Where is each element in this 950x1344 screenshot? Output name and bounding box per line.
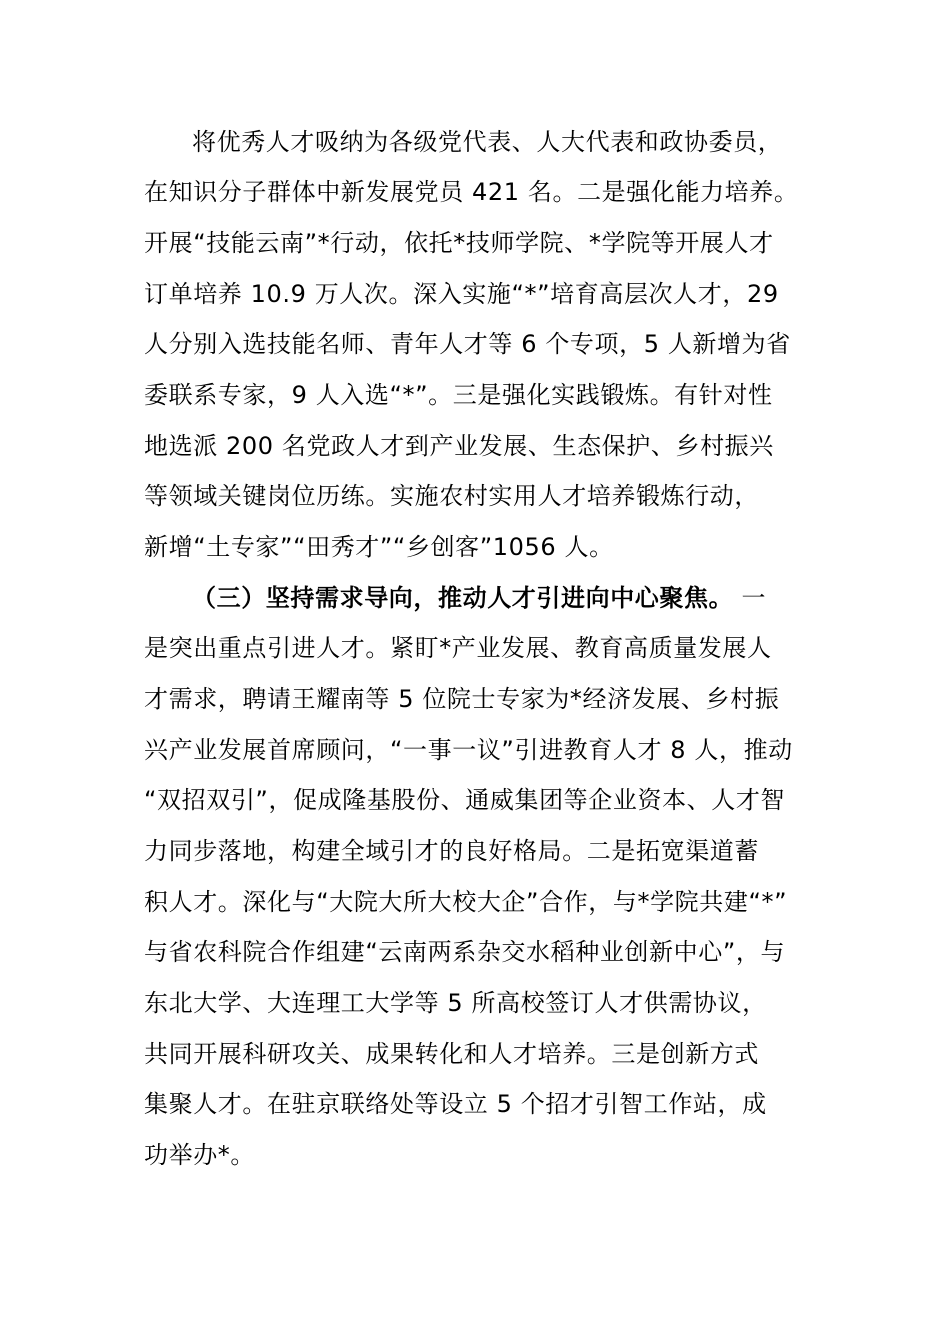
paragraph-line: 力同步落地，构建全域引才的良好格局。二是拓宽渠道蓄 xyxy=(144,837,759,865)
section-heading: （三）坚持需求导向，推动人才引进向中心聚焦。 xyxy=(192,584,734,612)
paragraph-line: 地选派 200 名党政人才到产业发展、生态保护、乡村振兴 xyxy=(144,432,774,460)
paragraph-line: 订单培养 10.9 万人次。深入实施“*”培育高层次人才，29 xyxy=(144,280,779,308)
paragraph-line: 与省农科院合作组建“云南两系杂交水稻种业创新中心”，与 xyxy=(144,938,786,966)
paragraph-line: 是突出重点引进人才。紧盯*产业发展、教育高质量发展人 xyxy=(144,634,772,662)
paragraph-line: 在知识分子群体中新发展党员 421 名。二是强化能力培养。 xyxy=(144,178,799,206)
paragraph-line: 新增“土专家”“田秀才”“乡创客”1056 人。 xyxy=(144,533,614,561)
paragraph-line: 等领域关键岗位历练。实施农村实用人才培养锻炼行动， xyxy=(144,482,759,510)
paragraph-line: 开展“技能云南”*行动，依托*技师学院、*学院等开展人才 xyxy=(144,229,774,257)
paragraph-line: 将优秀人才吸纳为各级党代表、人大代表和政协委员， xyxy=(192,128,783,156)
paragraph-line: 功举办*。 xyxy=(144,1141,255,1169)
paragraph-line: 东北大学、大连理工大学等 5 所高校签订人才供需协议， xyxy=(144,989,767,1017)
heading-line-continuation: 一 xyxy=(741,584,767,612)
paragraph-line: 人分别入选技能名师、青年人才等 6 个专项，5 人新增为省 xyxy=(144,330,791,358)
paragraph-line: 积人才。深化与“大院大所大校大企”合作，与*学院共建“*” xyxy=(144,888,788,916)
paragraph-line: 共同开展科研攻关、成果转化和人才培养。三是创新方式 xyxy=(144,1040,759,1068)
paragraph-line: 集聚人才。在驻京联络处等设立 5 个招才引智工作站，成 xyxy=(144,1090,767,1118)
paragraph-line: 才需求，聘请王耀南等 5 位院士专家为*经济发展、乡村振 xyxy=(144,685,780,713)
paragraph-line: 委联系专家，9 人入选“*”。三是强化实践锻炼。有针对性 xyxy=(144,381,773,409)
paragraph-line: “双招双引”，促成隆基股份、通威集团等企业资本、人才智 xyxy=(144,786,786,814)
paragraph-line: 兴产业发展首席顾问，“一事一议”引进教育人才 8 人，推动 xyxy=(144,736,793,764)
section-heading-line xyxy=(192,582,892,614)
